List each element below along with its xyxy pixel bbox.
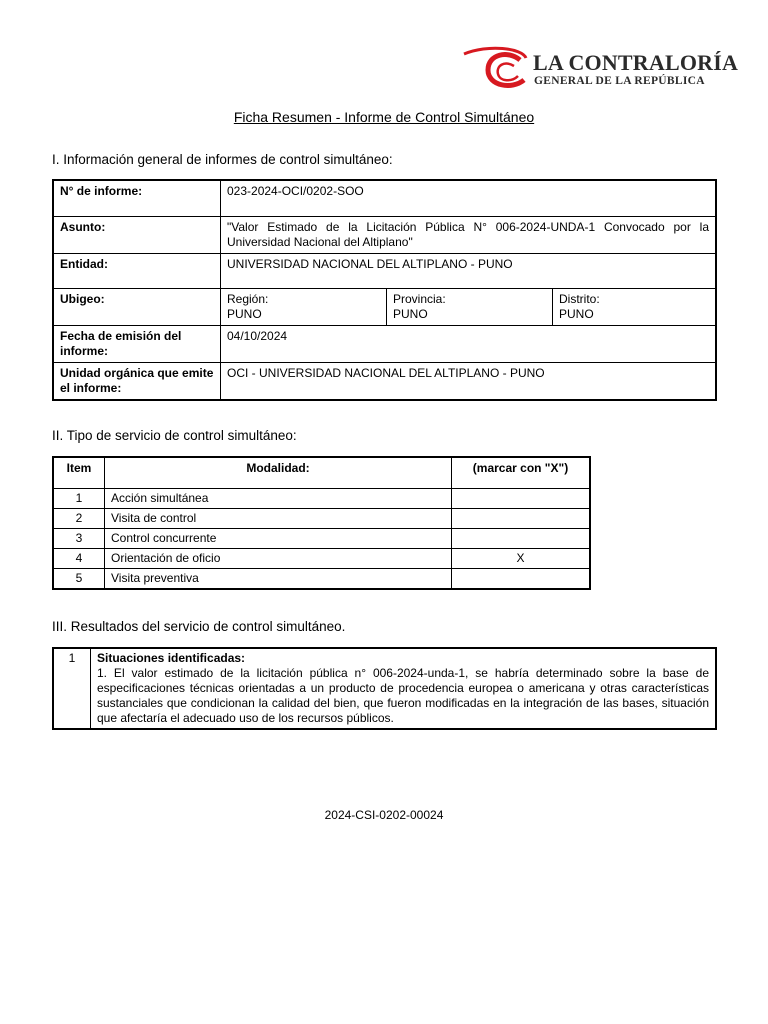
row-modalidad: Control concurrente xyxy=(105,529,452,549)
row-mark xyxy=(452,489,591,509)
table-row xyxy=(53,180,716,216)
table-row xyxy=(53,253,716,288)
table-row xyxy=(53,325,716,362)
table-row xyxy=(53,489,590,509)
table-row xyxy=(53,362,716,400)
table-row xyxy=(53,569,590,590)
entidad-label: Entidad: xyxy=(53,253,221,288)
modalidad-header: Modalidad: xyxy=(105,457,452,489)
informe-label: N° de informe: xyxy=(53,180,221,216)
table-row xyxy=(53,529,590,549)
contraloria-swirl-icon xyxy=(458,46,530,94)
item-header: Item xyxy=(53,457,105,489)
general-info-table xyxy=(52,179,717,401)
row-modalidad: Orientación de oficio xyxy=(105,549,452,569)
result-item-number: 1 xyxy=(53,648,91,729)
contraloria-logo xyxy=(458,46,739,94)
row-mark xyxy=(452,569,591,590)
result-content xyxy=(91,648,717,729)
ubigeo-label: Ubigeo: xyxy=(53,288,221,325)
row-item: 2 xyxy=(53,509,105,529)
distrito-label: Distrito: xyxy=(559,291,600,306)
provincia-cell xyxy=(387,288,553,325)
informe-value: 023-2024-OCI/0202-SOO xyxy=(221,180,717,216)
row-modalidad: Acción simultánea xyxy=(105,489,452,509)
asunto-label: Asunto: xyxy=(53,216,221,253)
fecha-value: 04/10/2024 xyxy=(221,325,717,362)
row-item: 3 xyxy=(53,529,105,549)
region-label: Región: xyxy=(227,291,269,306)
region-value: PUNO xyxy=(227,306,262,321)
unidad-value: OCI - UNIVERSIDAD NACIONAL DEL ALTIPLANO - PUNO xyxy=(221,362,717,400)
table-header-row xyxy=(53,457,590,489)
distrito-cell xyxy=(553,288,717,325)
table-row xyxy=(53,288,716,325)
document-title: Ficha Resumen - Informe de Control Simultáneo xyxy=(233,109,535,125)
logo-name: LA CONTRALORÍA xyxy=(533,50,739,75)
table-row xyxy=(53,648,716,729)
table-row xyxy=(53,549,590,569)
asunto-value: "Valor Estimado de la Licitación Pública N° 006-2024-UNDA-1 Convocado por la Universidad Nacional del Altiplano" xyxy=(221,216,717,253)
row-item: 1 xyxy=(53,489,105,509)
footer-code: 2024-CSI-0202-00024 xyxy=(324,808,444,822)
unidad-label: Unidad orgánica que emite el informe: xyxy=(53,362,221,400)
row-mark: X xyxy=(452,549,591,569)
service-type-table xyxy=(52,456,591,590)
situation-text: 1. El valor estimado de la licitación pública n° 006-2024-unda-1, se habría determinado sobre la base de especificaciones técnicas orientadas a un producto de procedencia europea o americana y otras características sustanciales que condicionan la calidad del bien, que fueron modificadas en la integración de las bases, situación que afectaría el adecuado uso de los recursos públicos. xyxy=(97,666,709,725)
table-row xyxy=(53,509,590,529)
region-cell xyxy=(221,288,387,325)
logo-subtitle: GENERAL DE LA REPÚBLICA xyxy=(534,75,705,87)
marcar-header: (marcar con "X") xyxy=(452,457,591,489)
section-2-heading: II. Tipo de servicio de control simultáneo: xyxy=(52,428,297,443)
distrito-value: PUNO xyxy=(559,306,594,321)
provincia-label: Provincia: xyxy=(393,291,446,306)
provincia-value: PUNO xyxy=(393,306,428,321)
row-modalidad: Visita preventiva xyxy=(105,569,452,590)
situations-label: Situaciones identificadas: xyxy=(97,651,246,665)
section-3-heading: III. Resultados del servicio de control simultáneo. xyxy=(52,619,346,634)
table-row xyxy=(53,216,716,253)
results-table xyxy=(52,647,717,730)
row-item: 5 xyxy=(53,569,105,590)
section-1-heading: I. Información general de informes de control simultáneo: xyxy=(52,152,393,167)
row-mark xyxy=(452,509,591,529)
row-modalidad: Visita de control xyxy=(105,509,452,529)
row-item: 4 xyxy=(53,549,105,569)
row-mark xyxy=(452,529,591,549)
fecha-label: Fecha de emisión del informe: xyxy=(53,325,221,362)
entidad-value: UNIVERSIDAD NACIONAL DEL ALTIPLANO - PUNO xyxy=(221,253,717,288)
